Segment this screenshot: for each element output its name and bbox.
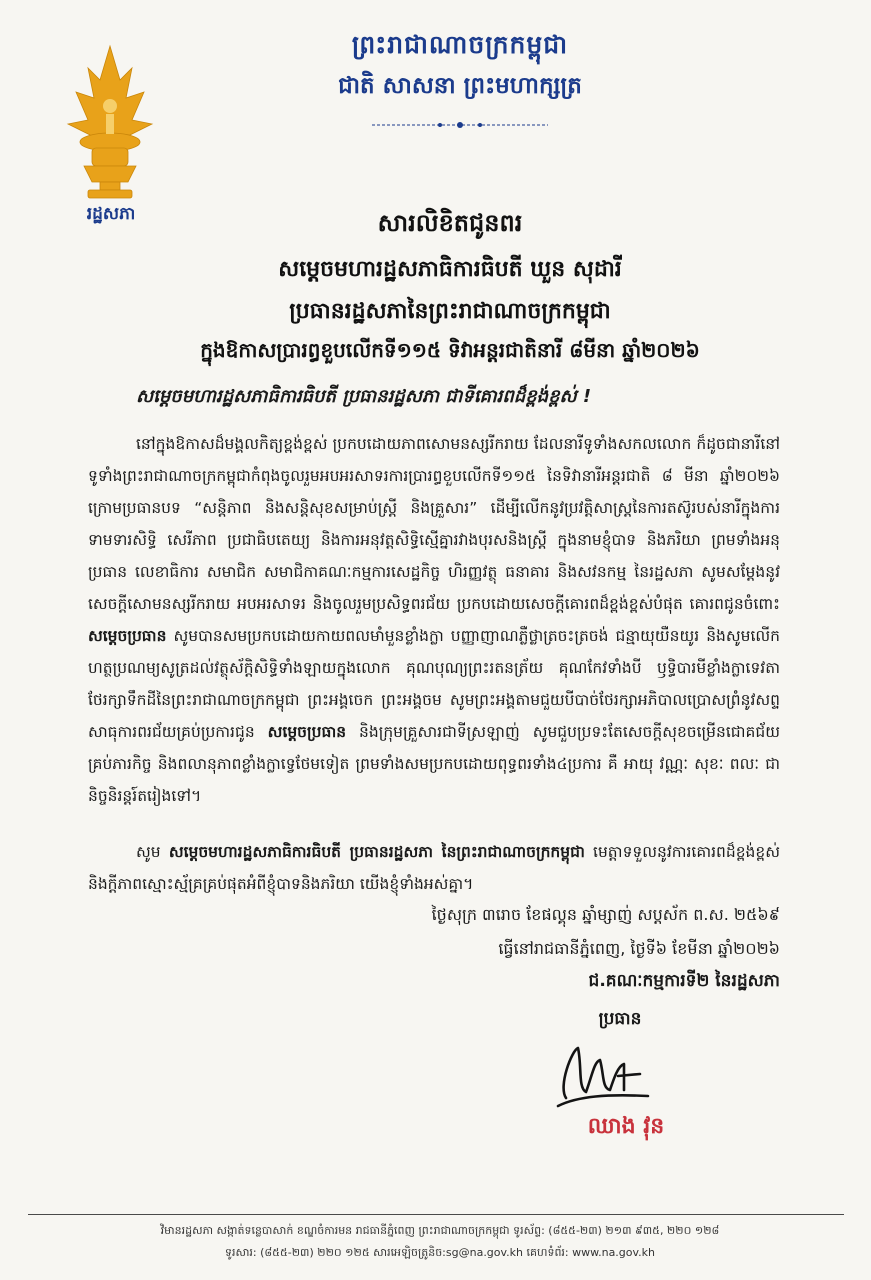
para2-bold: សម្តេចមហារដ្ឋសភាធិការធិបតី ប្រធានរដ្ឋសភា នៃព្រះរាជាណាចក្រកម្ពុជា xyxy=(168,843,585,861)
header-ornament xyxy=(370,118,550,132)
national-assembly-emblem xyxy=(62,40,158,200)
para1-text-c: និងក្រុមគ្រួសារជាទីស្រឡាញ់ សូមជួបប្រទះតែសេចក្តីសុខចម្រើនជោគជ័យគ្រប់ភារកិច្ច និងពលានុភាពខ្លាំងក្លាទ្វេថែមទៀត ព្រមទាំងសមប្រកបដោយពុទ្ធពរទាំង៤ប្រការ គឺ អាយុ វណ្ណៈ សុខៈ ពលៈ ជានិច្ចនិរន្តរ៍តរៀងទៅ។ xyxy=(88,723,780,805)
national-motto: ជាតិ សាសនា ព្រះមហាក្សត្រ xyxy=(338,73,582,99)
footer-address: វិមានរដ្ឋសភា សង្កាត់ទន្លេបាសាក់ ខណ្ឌចំការមន រាជធានីភ្នំពេញ ព្រះរាជាណាចក្រកម្ពុជា ទូរស័ព្ទ: (៨៥៥-២៣) ២១៣ ៩៣៥, ២២០ ១២៨ xyxy=(160,1224,720,1237)
signatory-title: ប្រធាន xyxy=(598,1009,642,1029)
footer-contact: ទូរសារ: (៨៥៥-២៣) ២២០ ១២៥ សារអេឡិចត្រូនិច:sg@na.gov.kh គេហទំព័រ: www.na.gov.kh xyxy=(224,1246,656,1259)
signatory-name: ឈាង វុន xyxy=(587,1114,665,1139)
para2-text-b: មេត្តាទទួលនូវការគោរពដ៏ខ្ពង់ខ្ពស់ និងក្តីភាពស្មោះស្ម័គ្រគ្រប់ផុតអំពីខ្ញុំបាទនិងភរិយា យើងខ្ញុំទាំងអស់គ្នា។ xyxy=(88,843,780,893)
handwritten-signature xyxy=(548,1036,668,1116)
para1-bold-a: សម្តេចប្រធាន xyxy=(88,627,167,645)
letter-recipient-role: ប្រធានរដ្ឋសភានៃព្រះរាជាណាចក្រកម្ពុជា xyxy=(289,299,611,324)
footer-divider xyxy=(28,1214,844,1215)
letter-title: សារលិខិតជូនពរ xyxy=(377,209,523,237)
salutation: សម្តេចមហារដ្ឋសភាធិការធិបតី ប្រធានរដ្ឋសភា ជាទីគោរពដ៏ខ្ពង់ខ្ពស់ ! xyxy=(136,386,592,407)
letter-occasion: ក្នុងឱកាសប្រារព្ធខួបលើកទី១១៥ ទិវាអន្តរជាតិនារី ៨មីនា ឆ្នាំ២០២៦ xyxy=(200,338,700,362)
body-paragraph-1 xyxy=(88,428,780,812)
signatory-committee: ជ.គណៈកម្មការទី២ នៃរដ្ឋសភា xyxy=(588,971,780,991)
institution-label: រដ្ឋសភា xyxy=(86,204,136,224)
body-paragraph-2 xyxy=(88,836,780,900)
lunar-date: ថ្ងៃសុក្រ ៣រោច ខែផល្គុន ឆ្នាំម្សាញ់ សប្តស័ក ព.ស. ២៥៦៩ xyxy=(431,905,780,924)
para2-text-a: សូម xyxy=(136,843,161,861)
letter-recipient: សម្តេចមហារដ្ឋសភាធិការធិបតី ឃួន សុដារី xyxy=(278,257,622,282)
kingdom-heading: ព្រះរាជាណាចក្រកម្ពុជា xyxy=(351,30,569,59)
para1-text-a: នៅក្នុងឱកាសដ៏មង្គលកិត្យខ្ពង់ខ្ពស់ ប្រកបដោយភាពសោមនស្សរីករាយ ដែលនារីទូទាំងសកលលោក ក៏ដូចជានារីនៅទូទាំងព្រះរាជាណាចក្រកម្ពុជាកំពុងចូលរួមអបអរសាទរការប្រារព្ធខួបលើកទី១១៥ នៃទិវានារីអន្តរជាតិ ៨ មីនា ឆ្នាំ២០២៦ ក្រោមប្រធានបទ “សន្តិភាព និងសន្តិសុខសម្រាប់ស្ត្រី និងគ្រួសារ” ដើម្បីលើកនូវប្រវត្តិសាស្ត្រនៃការតស៊ូរបស់នារីក្នុងការទាមទារសិទ្ធិ សេរីភាព ប្រជាធិបតេយ្យ និងការអនុវត្តសិទ្ធិស្មើគ្នារវាងបុរសនិងស្ត្រី ក្នុងនាមខ្ញុំបាទ និងភរិយា ព្រមទាំងអនុប្រធាន លេខាធិការ សមាជិក សមាជិកាគណៈកម្មការសេដ្ឋកិច្ច ហិរញ្ញវត្ថុ ធនាគារ និងសវនកម្ម នៃរដ្ឋសភា សូមសម្តែងនូវសេចក្តីសោមនស្សរីករាយ អបអរសាទរ និងចូលរួមប្រសិទ្ធពរជ័យ ប្រកបដោយសេចក្តីគោរពដ៏ខ្ពង់ខ្ពស់បំផុត គោរពជូនចំពោះ xyxy=(88,435,780,613)
para1-text-b: សូមបានសមប្រកបដោយកាយពលមាំមួនខ្លាំងក្លា បញ្ញាញាណភ្លឺថ្លាត្រចះត្រចង់ ជន្មាយុយឺនយូរ និងសូមលើកហត្ថប្រណម្យសូត្រដល់វត្ថុស័ក្តិសិទ្ធិទាំងឡាយក្នុងលោក គុណបុណ្យព្រះរតនត្រ័យ គុណកែវទាំងបី ឫទ្ធិបារមីខ្លាំងក្លាទេវតាថែរក្សាទឹកដីនៃព្រះរាជាណាចក្រកម្ពុជា ព្រះអង្គចេក ព្រះអង្គចម សូមព្រះអង្គតាមជួយបីបាច់ថែរក្សាអភិបាលប្រោសព្រំនូវសព្ទសាធុការពរជ័យគ្រប់ប្រការជូន xyxy=(88,627,780,741)
para1-bold-b: សម្តេចប្រធាន xyxy=(267,723,347,741)
place-and-date: ធ្វើនៅរាជធានីភ្នំពេញ, ថ្ងៃទី៦ ខែមីនា ឆ្នាំ២០២៦ xyxy=(498,939,780,958)
